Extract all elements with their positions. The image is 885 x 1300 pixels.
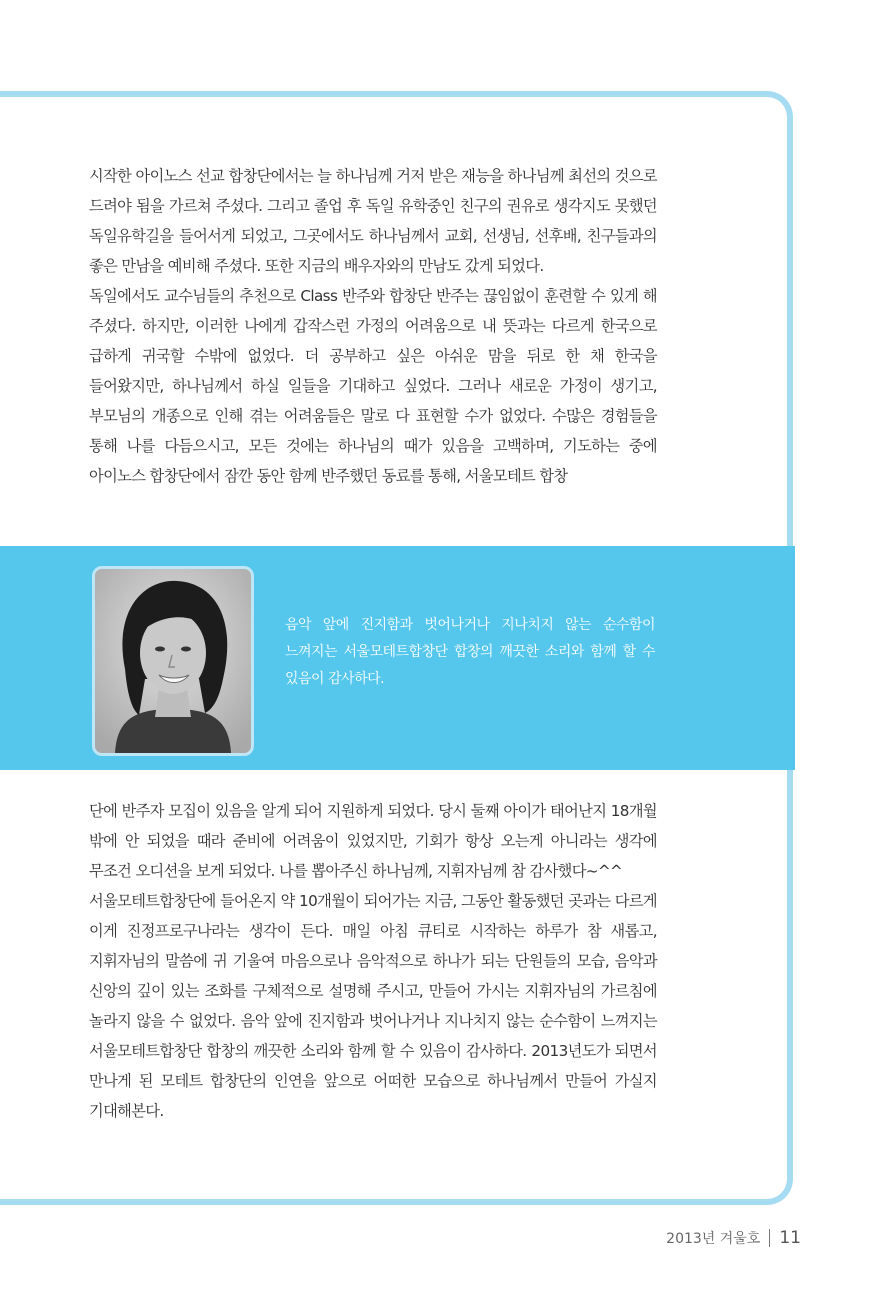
pull-quote-text: 음악 앞에 진지함과 벗어나거나 지나치지 않는 순수함이 느껴지는 서울모테트합창단 합창의 깨끗한 소리와 함께 할 수 있음이 감사하다. xyxy=(285,617,655,687)
article-text-top xyxy=(89,161,657,491)
article-text-bottom xyxy=(89,796,657,1126)
page-footer xyxy=(666,1228,801,1248)
paragraph: 독일에서도 교수님들의 추천으로 Class 반주와 합창단 반주는 끊임없이 훈련할 수 있게 해 주셨다. 하지만, 이러한 나에게 갑작스런 가정의 어려움으로 내 뜻과는 다르게 한국으로 급하게 귀국할 수밖에 없었다. 더 공부하고 싶은 아쉬운 맘을 뒤로 한 채 한국을 들어왔지만, 하나님께서 하실 일들을 기대하고 싶었다. 그러나 새로운 가정이 생기고, 부모님의 개종으로 인해 겪는 어려움들은 말로 다 표현할 수가 없었다. 수많은 경험들을 통해 나를 다듬으시고, 모든 것에는 하나님의 때가 있음을 고백하며, 기도하는 중에 아이노스 합창단에서 잠깐 동안 함께 반주했던 동료를 통해, 서울모테트 합창 xyxy=(89,287,657,485)
paragraph: 시작한 아이노스 선교 합창단에서는 늘 하나님께 거저 받은 재능을 하나님께 최선의 것으로 드려야 됨을 가르쳐 주셨다. 그리고 졸업 후 독일 유학중인 친구의 권유로 생각지도 못했던 독일유학길을 들어서게 되었고, 그곳에서도 하나님께서 교회, 선생님, 선후배, 친구들과의 좋은 만남을 예비해 주셨다. 또한 지금의 배우자와의 만남도 갔게 되었다. xyxy=(89,167,657,275)
page-number: 11 xyxy=(779,1228,801,1248)
footer-divider xyxy=(769,1229,770,1247)
paragraph: 단에 반주자 모집이 있음을 알게 되어 지원하게 되었다. 당시 둘째 아이가 태어난지 18개월 밖에 안 되었을 때라 준비에 어려움이 있었지만, 기회가 항상 오는게 아니라는 생각에 무조건 오디션을 보게 되었다. 나를 뽑아주신 하나님께, 지휘자님께 참 감사했다~^^ xyxy=(89,802,657,880)
paragraph: 서울모테트합창단에 들어온지 약 10개월이 되어가는 지금, 그동안 활동했던 곳과는 다르게 이게 진정프로구나라는 생각이 든다. 매일 아침 큐티로 시작하는 하루가 참 새롭고, 지휘자님의 말씀에 귀 기울여 마음으로나 음악적으로 하나가 되는 단원들의 모습, 음악과 신앙의 깊이 있는 조화를 구체적으로 설명해 주시고, 만들어 가시는 지휘자님의 가르침에 놀라지 않을 수 없었다. 음악 앞에 진지함과 벗어나거나 지나치지 않는 순수함이 느껴지는 서울모테트합창단 합창의 깨끗한 소리와 함께 할 수 있음이 감사하다. 2013년도가 되면서 만나게 된 모테트 합창단의 인연을 앞으로 어떠한 모습으로 하나님께서 만들어 가실지 기대해본다. xyxy=(89,892,657,1120)
issue-label: 2013년 겨울호 xyxy=(666,1231,761,1247)
author-portrait xyxy=(92,566,254,756)
